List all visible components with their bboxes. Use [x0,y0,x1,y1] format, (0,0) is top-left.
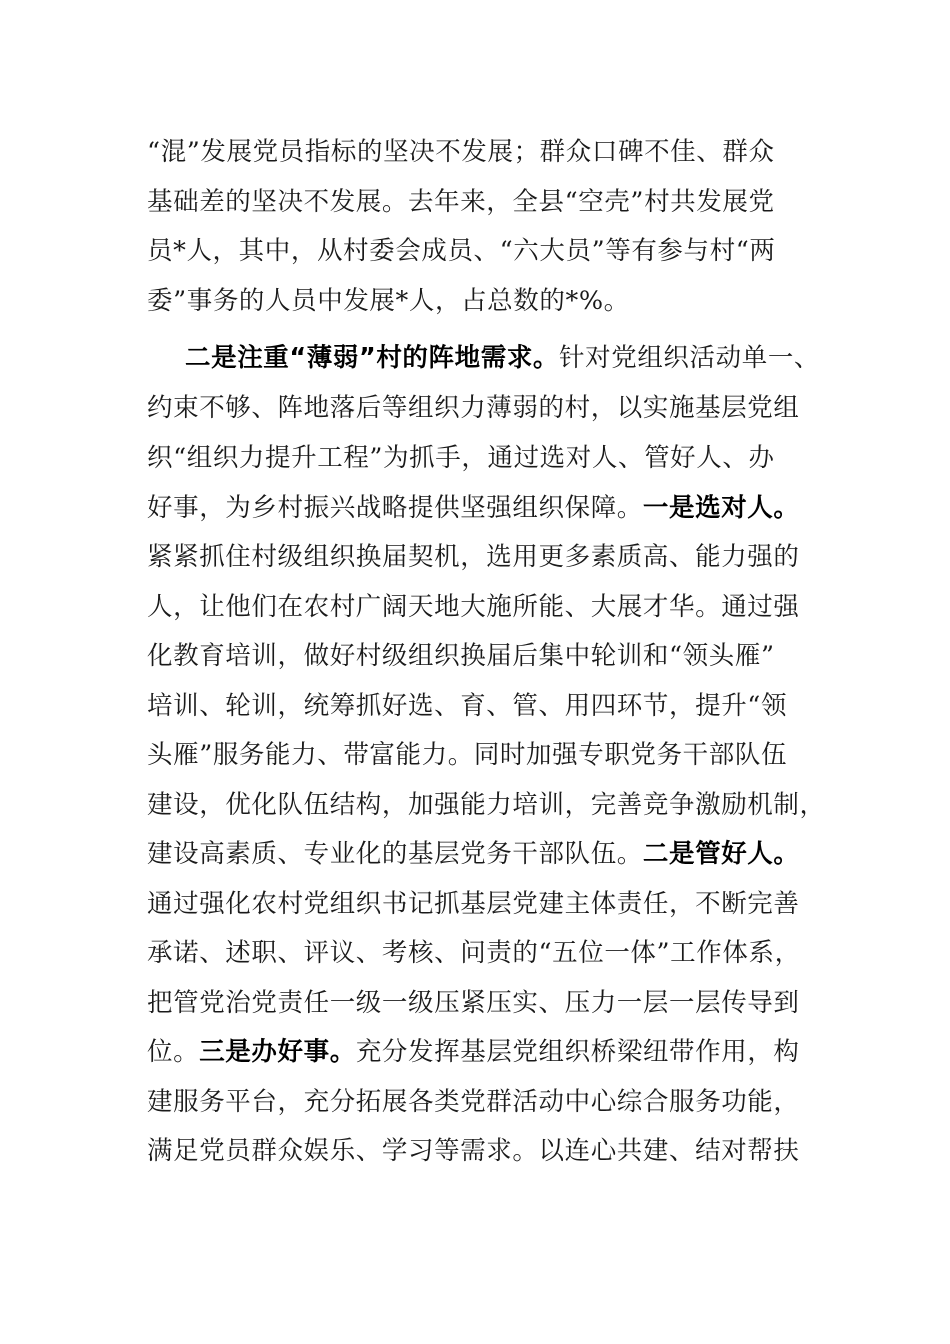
text-line [147,1036,800,1068]
text-line [147,888,800,920]
text-line [147,937,801,969]
text-line [147,789,826,821]
text-line [147,1086,800,1118]
text-line [147,640,775,672]
section-heading: 二是注重“薄弱”村的阵地需求。 [185,343,560,373]
point-heading: 一是选对人。 [642,493,800,523]
text-line [147,987,800,1019]
text-line [147,235,775,267]
text-line [185,342,820,374]
text-line [147,186,775,218]
text-span: 织“组织力提升工程”为抓手，通过选对人、管好人、办 [147,443,775,473]
point-heading: 二是管好人。 [642,839,800,869]
text-line [147,591,800,623]
text-line [147,392,800,424]
text-span: 充分发挥基层党组织桥梁纽带作用，构 [355,1037,800,1067]
text-span: 把管党治党责任一级一级压紧压实、压力一层一层传导到 [147,988,800,1018]
text-span: 建设，优化队伍结构，加强能力培训，完善竞争激励机制， [147,790,826,820]
text-span: 位。 [147,1037,200,1067]
text-span: 建设高素质、专业化的基层党务干部队伍。 [147,839,643,869]
text-line [147,739,787,771]
text-span: 紧紧抓住村级组织换届契机，选用更多素质高、能力强的 [147,542,800,572]
text-line [147,136,775,168]
text-span: 通过强化农村党组织书记抓基层党建主体责任，不断完善 [147,889,800,919]
text-span: 头雁”服务能力、带富能力。同时加强专职党务干部队伍 [147,740,788,770]
text-line [147,285,630,317]
text-line [147,690,787,722]
text-line [147,541,800,573]
text-span: 化教育培训，做好村级组织换届后集中轮训和“领头雁” [147,641,775,671]
text-span: 人，让他们在农村广阔天地大施所能、大展才华。通过强 [147,592,800,622]
text-span: 满足党员群众娱乐、学习等需求。以连心共建、结对帮扶 [147,1136,800,1166]
text-line [147,1135,800,1167]
text-line [147,492,800,524]
text-span: 承诺、述职、评议、考核、问责的“五位一体”工作体系， [147,938,801,968]
text-span: 约束不够、阵地落后等组织力薄弱的村，以实施基层党组 [147,393,800,423]
text-span: 培训、轮训，统筹抓好选、育、管、用四环节，提升“领 [147,691,788,721]
point-heading: 三是办好事。 [199,1037,356,1067]
text-line [147,442,775,474]
text-span: 针对党组织活动单一、 [559,343,821,373]
text-span: “混”发展党员指标的坚决不发展；群众口碑不佳、群众 [147,137,775,167]
text-line [147,838,800,870]
text-span: 好事，为乡村振兴战略提供坚强组织保障。 [147,493,643,523]
text-span: 委”事务的人员中发展*人，占总数的*%。 [147,286,630,316]
text-span: 基础差的坚决不发展。去年来，全县“空壳”村共发展党 [147,187,775,217]
text-span: 员*人，其中，从村委会成员、“六大员”等有参与村“两 [147,236,776,266]
text-span: 建服务平台，充分拓展各类党群活动中心综合服务功能， [147,1087,800,1117]
